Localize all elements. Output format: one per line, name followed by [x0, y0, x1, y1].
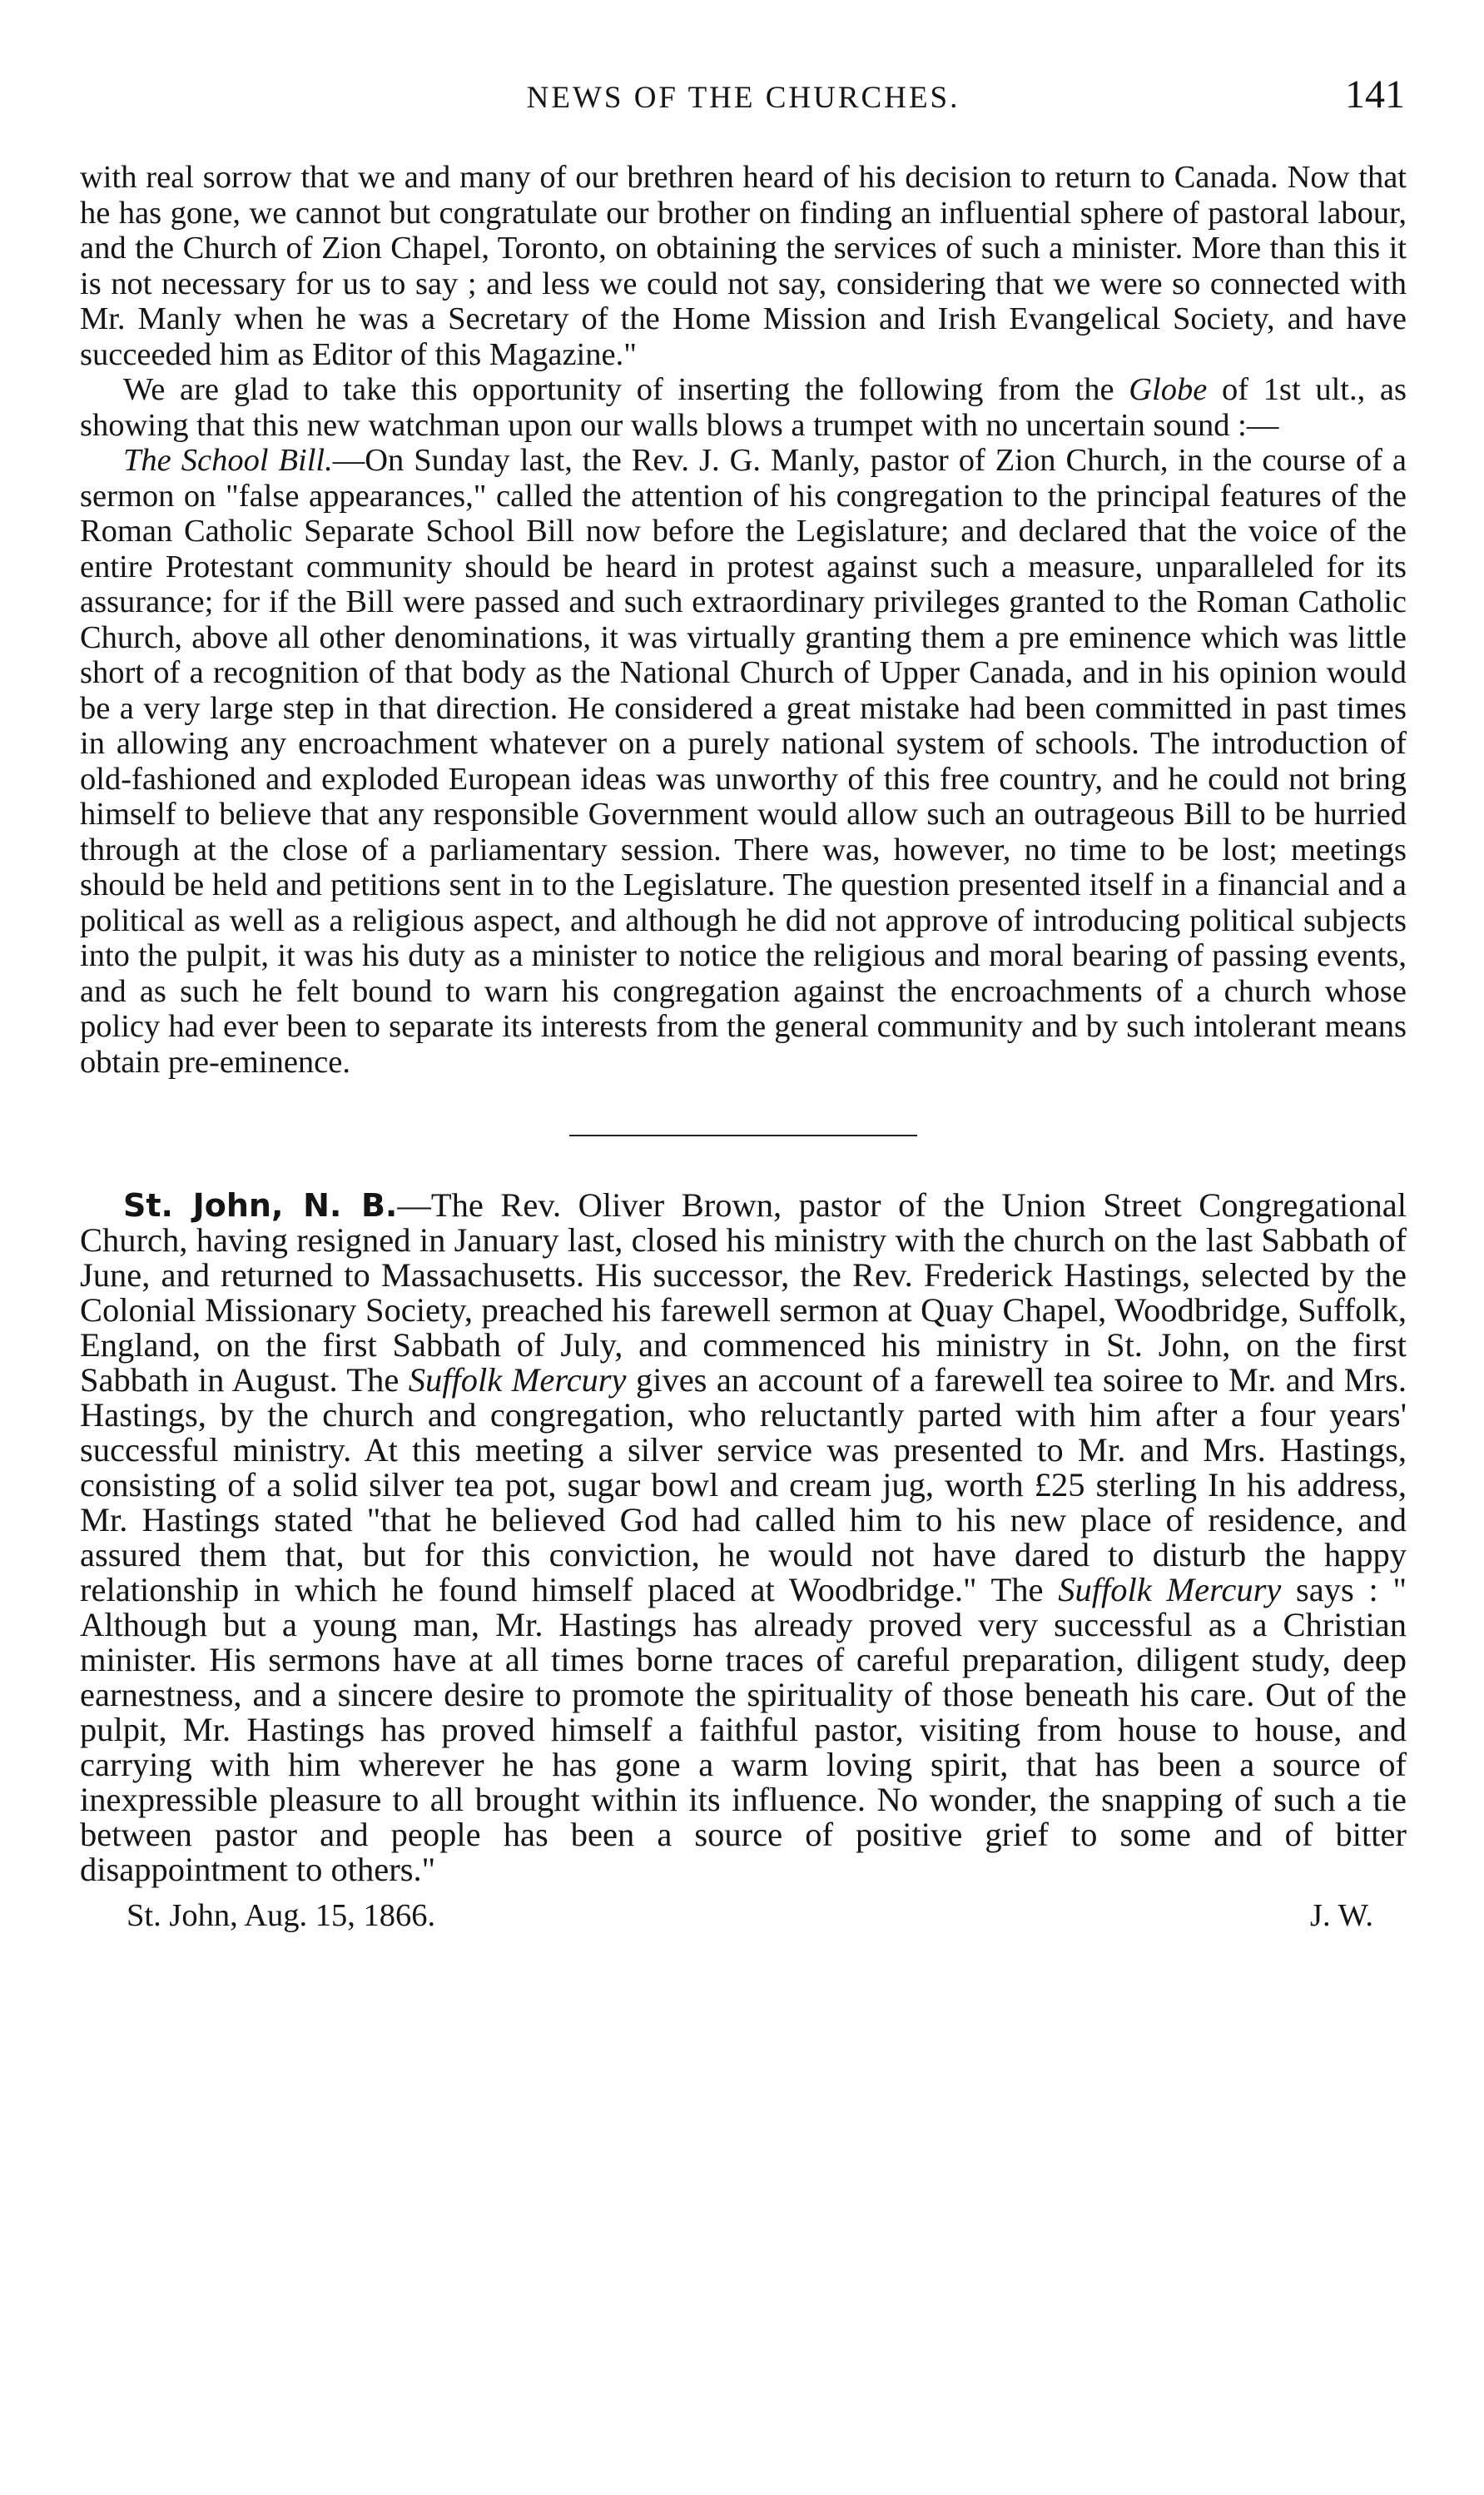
- running-head: [80, 62, 1407, 128]
- section-divider: [569, 1135, 917, 1136]
- globe-title: Globe: [1129, 372, 1208, 407]
- signoff-date: St. John, Aug. 15, 1866.: [127, 1898, 436, 1933]
- globe-intro-text-a: We are glad to take this opportunity of inserting the following from the: [123, 372, 1129, 407]
- page-number: 141: [1345, 72, 1405, 117]
- st-john-text-a: —The Rev. Oliver Brown, pastor of the Union Street Congregational Church, having resigned in January last, closed his ministry with the church on the last Sabbath of June, and returned to Massachusetts. His successor, the Rev. Frederick Hastings, selected by the Colonial Missionary Society, preached his farewell sermon at Quay Chapel, Woodbridge, Suffolk, England, on the first Sabbath of July, and commenced his ministry in St. John, on the first Sabbath in August. The: [80, 1186, 1407, 1399]
- signoff: [80, 1891, 1407, 1937]
- page: [80, 62, 1407, 1937]
- paragraph-globe-intro: [80, 372, 1407, 443]
- globe-intro-text-b: of 1st ult., as showing that this new watchman upon our walls blows a trumpet with no uncertain sound :—: [80, 372, 1407, 443]
- school-bill-text: —On Sunday last, the Rev. J. G. Manly, pastor of Zion Church, in the course of a sermon on "false appearances," called the attention of his congregation to the principal features of the Roman Catholic Separate School Bill now before the Legislature; and declared that the voice of the entire Protestant community should be heard in protest against such a measure, unparalleled for its assurance; for if the Bill were passed and such extraordinary privileges granted to the Roman Catholic Church, above all other denominations, it was virtually granting them a pre eminence which was little short of a recognition of that body as the National Church of Upper Canada, and in his opinion would be a very large step in that direction. He considered a great mistake had been committed in past times in allowing any encroachment whatever on a purely national system of schools. The introduction of old-fashioned and exploded European ideas was unworthy of this free country, and he could not bring himself to believe that any responsible Government would allow such an outrageous Bill to be hurried through at the close of a parliamentary session. There was, however, no time to be lost; meetings should be held and petitions sent in to the Legislature. The question presented itself in a financial and a political as well as a religious aspect, and although he did not approve of introducing political subjects into the pulpit, it was his duty as a minister to notice the religious and moral bearing of passing events, and as such he felt bound to warn his congregation against the encroachments of a church whose policy had ever been to separate its interests from the general community and by such intolerant means obtain pre-eminence.: [80, 443, 1407, 1080]
- paragraph-continued: with real sorrow that we and many of our brethren heard of his decision to return to Canada. Now that he has gone, we cannot but congratulate our brother on finding an influential sphere of pastoral labour, and the Church of Zion Chapel, Toronto, on obtaining the services of such a minister. More than this it is not necessary for us to say ; and less we could not say, considering that we were so connected with Mr. Manly when he was a Secretary of the Home Mission and Irish Evangelical Society, and have succeeded him as Editor of this Magazine.": [80, 160, 1407, 372]
- st-john-text-b: gives an account of a farewell tea soiree to Mr. and Mrs. Hastings, by the church and congregation, who reluctantly parted with him after a four years' successful ministry. At this meeting a silver service was presented to Mr. and Mrs. Hastings, consisting of a solid silver tea pot, sugar bowl and cream jug, worth £25 sterling In his address, Mr. Hastings stated "that he believed God had called him to his new place of residence, and assured them that, but for this conviction, he would not have dared to disturb the happy relationship in which he found himself placed at Woodbridge." The: [80, 1361, 1407, 1608]
- paragraph-st-john: [80, 1188, 1407, 1887]
- st-john-text-c: says : " Although but a young man, Mr. Hastings has already proved very successful as a Christian minister. His sermons have at all times borne traces of careful preparation, diligent study, deep earnestness, and a sincere desire to promote the spirituality of those beneath his care. Out of the pulpit, Mr. Hastings has proved himself a faithful pastor, visiting from house to house, and carrying with him wherever he has gone a warm loving spirit, that has been a source of inexpressible pleasure to all brought within its influence. No wonder, the snapping of such a tie between pastor and people has been a source of positive grief to some and of bitter disappointment to others.": [80, 1571, 1407, 1888]
- st-john-heading: St. John, N. B.: [123, 1187, 398, 1224]
- running-title: NEWS OF THE CHURCHES.: [526, 81, 960, 115]
- signoff-initials: J. W.: [1310, 1898, 1373, 1933]
- paragraph-school-bill: [80, 443, 1407, 1080]
- school-bill-heading: The School Bill.: [123, 443, 333, 478]
- suffolk-mercury-title-1: Suffolk Mercury: [408, 1361, 627, 1399]
- suffolk-mercury-title-2: Suffolk Mercury: [1058, 1571, 1282, 1608]
